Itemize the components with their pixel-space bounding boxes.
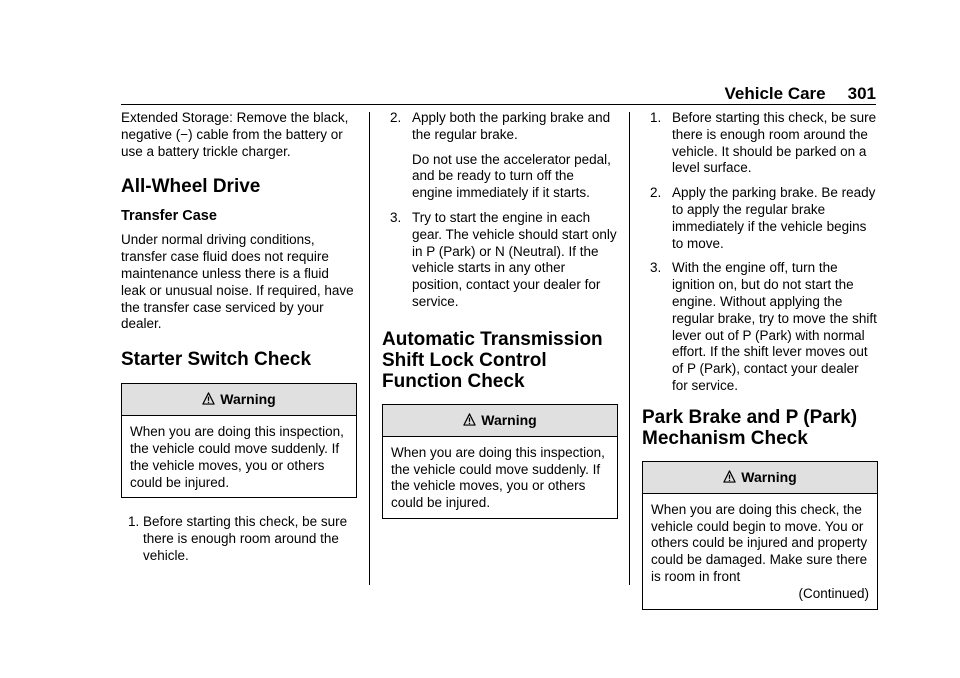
- step-note: Do not use the accelerator pedal, and be ready to turn off the engine immediately if it starts.: [412, 151, 611, 201]
- warning-title: Warning: [220, 391, 276, 408]
- warning-box: [642, 461, 878, 610]
- continued-label: (Continued): [798, 585, 869, 601]
- step-text: Before starting this check, be sure there is enough room around the vehicle.: [143, 514, 348, 563]
- warning-box: [121, 383, 357, 498]
- extended-storage-text: Extended Storage: Remove the black, negative (−) cable from the battery or use a battery trickle charger.: [121, 110, 349, 159]
- list-item: [642, 260, 878, 394]
- warning-triangle-icon: [463, 413, 476, 426]
- column-2: [382, 110, 618, 535]
- list-item: [382, 110, 618, 202]
- page-header: [700, 84, 876, 104]
- transfer-case-text: Under normal driving conditions, transfer case fluid does not require maintenance unless there is a fluid leak or unusual noise. If required, have the transfer case serviced by your dealer.: [121, 232, 354, 332]
- step-text: Apply the parking brake. Be ready to apply the regular brake immediately if the vehicle begins to move.: [672, 185, 876, 251]
- page-number: 301: [847, 84, 876, 103]
- step-number: 2.: [650, 185, 662, 201]
- warning-text: When you are doing this check, the vehicle could begin to move. You or others could be injured and property could be damaged. Make sure there is room in front: [651, 501, 868, 584]
- column-divider-1: [369, 112, 370, 585]
- step-number: 1.: [128, 514, 140, 530]
- section-title: Vehicle Care: [724, 84, 826, 103]
- heading-shift-lock-check: Automatic Transmission Shift Lock Control Function Check: [382, 328, 603, 392]
- steps-list: [382, 110, 618, 311]
- warning-header: [122, 384, 356, 416]
- warning-text: When you are doing this inspection, the vehicle could move suddenly. If the vehicle moves, you or others could be injured.: [130, 424, 344, 490]
- list-item: [121, 514, 357, 564]
- list-item: [382, 210, 618, 311]
- warning-triangle-icon: [202, 392, 215, 405]
- step-number: 3.: [650, 260, 662, 276]
- step-number: 2.: [390, 110, 402, 125]
- warning-title: Warning: [741, 468, 797, 485]
- heading-starter-switch-check: Starter Switch Check: [121, 349, 312, 371]
- warning-triangle-icon: [723, 470, 736, 483]
- header-divider: [121, 104, 876, 105]
- heading-park-brake-check: Park Brake and P (Park) Mechanism Check: [642, 406, 858, 449]
- step-text: Before starting this check, be sure there is enough room around the vehicle. It should be parked on a level surface.: [672, 110, 877, 176]
- warning-header: [643, 462, 877, 494]
- list-item: [642, 110, 878, 177]
- column-3: [642, 110, 878, 626]
- warning-box: [382, 404, 618, 519]
- step-number: 1.: [650, 110, 662, 125]
- list-item: [642, 185, 878, 252]
- warning-header: [383, 405, 617, 437]
- column-1: [121, 110, 357, 573]
- heading-transfer-case: Transfer Case: [121, 208, 217, 225]
- heading-all-wheel-drive: All-Wheel Drive: [121, 176, 261, 198]
- step-text: Try to start the engine in each gear. The vehicle should start only in P (Park) or N (Neutral). If the vehicle starts in any other position, contact your dealer for service.: [412, 209, 617, 309]
- step-text: Apply both the parking brake and the regular brake.: [412, 110, 611, 142]
- steps-list: [642, 110, 878, 395]
- step-text: With the engine off, turn the ignition on, but do not start the engine. Without applying the regular brake, try to move the shift lever out of P (Park) with normal effort. If the shift lever moves out of P (Park), contact your dealer for service.: [672, 260, 877, 393]
- column-divider-2: [629, 112, 630, 585]
- warning-title: Warning: [481, 411, 537, 428]
- warning-body: [643, 494, 877, 609]
- steps-list: [121, 514, 357, 564]
- step-number: 3.: [390, 209, 402, 225]
- warning-text: When you are doing this inspection, the vehicle could move suddenly. If the vehicle moves, you or others could be injured.: [391, 444, 605, 511]
